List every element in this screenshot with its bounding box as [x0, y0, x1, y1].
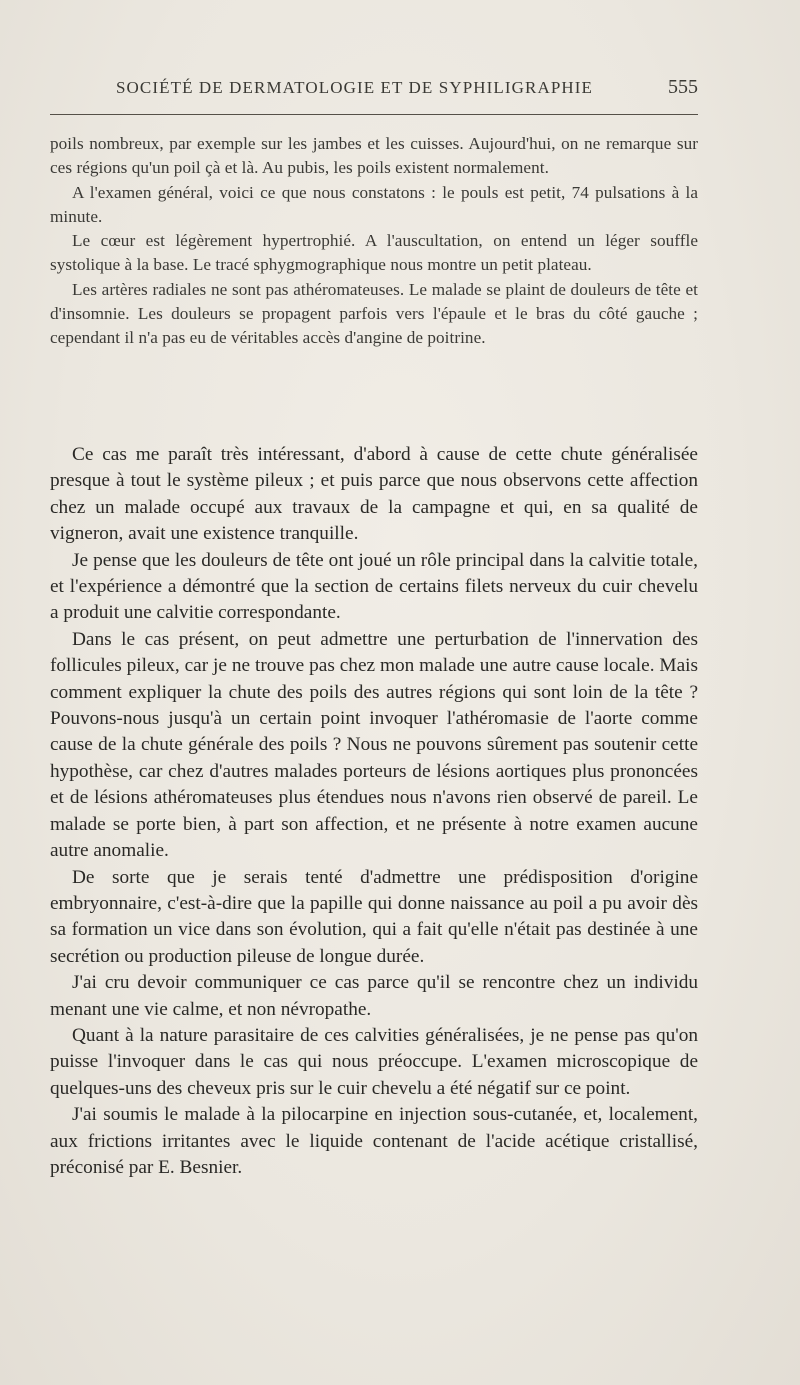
paragraph: J'ai cru devoir communiquer ce cas parce qu'il se rencontre chez un individu menant une vie calme, et non névropathe.	[50, 972, 698, 1020]
commentary-text-block	[50, 442, 698, 1181]
paragraph: Ce cas me paraît très intéressant, d'abord à cause de cette chute généralisée presque à tout le système pileux ; et puis parce que nous observons cette affection chez un malade occupé aux travaux de la campagne et qui, en sa qualité de vigneron, avait une existence tranquille.	[50, 444, 698, 545]
paragraph: J'ai soumis le malade à la pilocarpine en injection sous-cutanée, et, localement, aux frictions irritantes avec le liquide contenant de l'acide acétique cristallisé, préconisé par E. Besnier.	[50, 1104, 698, 1178]
running-title: SOCIÉTÉ DE DERMATOLOGIE ET DE SYPHILIGRAPHIE	[116, 78, 594, 97]
paragraph: De sorte que je serais tenté d'admettre une prédisposition d'origine embryonnaire, c'est-à-dire que la papille qui donne naissance au poil a pu avoir dès sa formation un vice dans son évolution, qui a fait qu'elle n'était pas destinée à une secrétion ou production pileuse de longue durée.	[50, 866, 698, 967]
paragraph: Le cœur est légèrement hypertrophié. A l'auscultation, on entend un léger souffle systolique à la base. Le tracé sphygmographique nous montre un petit plateau.	[50, 231, 698, 275]
paragraph: Je pense que les douleurs de tête ont joué un rôle principal dans la calvitie totale, et l'expérience a démontré que la section de certains filets nerveux du cuir chevelu a produit une calvitie correspondante.	[50, 549, 698, 624]
page-number: 555	[668, 76, 698, 98]
page-header	[50, 74, 698, 108]
paragraph: A l'examen général, voici ce que nous constatons : le pouls est petit, 74 pulsations à la minute.	[50, 182, 698, 226]
paragraph: Les artères radiales ne sont pas athéromateuses. Le malade se plaint de douleurs de tête et d'insomnie. Les douleurs se propagent parfois vers l'épaule et le bras du côté gauche ; cependant il n'a pas eu de véritables accès d'angine de poitrine.	[50, 279, 698, 348]
paragraph: poils nombreux, par exemple sur les jambes et les cuisses. Aujourd'hui, on ne remarque sur ces régions qu'un poil çà et là. Au pubis, les poils existent normalement.	[50, 134, 698, 178]
header-rule	[50, 114, 698, 115]
paragraph: Quant à la nature parasitaire de ces calvities généralisées, je ne pense pas qu'on puisse l'invoquer dans le cas qui nous préoccupe. L'examen microscopique de quelques-uns des cheveux pris sur le cuir chevelu a été négatif sur ce point.	[50, 1024, 698, 1099]
paragraph: Dans le cas présent, on peut admettre une perturbation de l'innervation des follicules pileux, car je ne trouve pas chez mon malade une autre cause locale. Mais comment expliquer la chute des poils des autres régions qui sont loin de la tête ? Pouvons-nous jusqu'à un certain point invoquer l'athéromasie de l'aorte comme cause de la chute générale des poils ? Nous ne pouvons sûrement pas soutenir cette hypothèse, car chez d'autres malades porteurs de lésions aortiques plus prononcées et de lésions athéromateuses plus étendues nous n'avons rien observé de pareil. Le malade se porte bien, à part son affection, et ne présente à notre examen aucune autre anomalie.	[50, 628, 698, 862]
observation-text-block	[50, 132, 698, 351]
